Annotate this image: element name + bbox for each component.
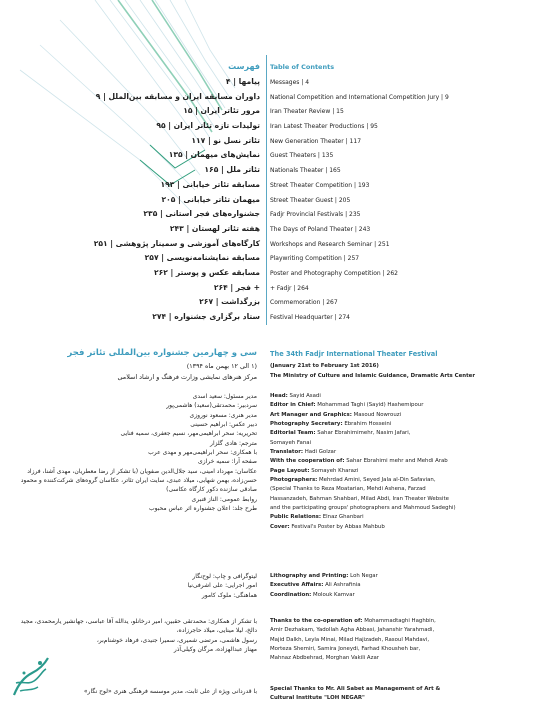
toc-item-en: Street Theater Competition | 193 (270, 181, 370, 189)
toc-divider (266, 55, 267, 325)
thanks-line-fa: رسول هاشمی، مرتضی شمیری، سمیرا جنیدی، فرهاد خوشنام‌بر، (96, 636, 257, 644)
toc-item-fa: تولیدات تازه تئاتر ایران | ۹۵ (156, 121, 260, 131)
festival-dates-fa: (۱ الی ۱۲ بهمن ماه ۱۳۹۴) (186, 362, 257, 370)
toc-item-fa: داوران مسابقه ایران و مسابقه بین‌الملل | ۹ (95, 91, 260, 101)
toc-item-fa: پیامها | ۴ (225, 77, 260, 86)
festival-logo (10, 655, 52, 699)
credit-line-en (270, 476, 532, 485)
credit-line-fa: با همکاری: سحر ابراهیمی‌مهر و مهدی عرب (148, 449, 257, 457)
credit-line-fa: مدیر مسئول: سعید اسدی (192, 393, 257, 400)
credit-label: Editor in Chief: (270, 402, 316, 409)
toc-item-fa: + فجر | ۲۶۴ (213, 282, 260, 292)
festival-dates-en: (January 21st to February 1st 2016) (270, 363, 379, 369)
print-line-en (270, 572, 532, 581)
print-line-fa: امور اجرایی: علی اشرفی‌نیا (187, 582, 257, 590)
special-thanks-text: Special Thanks to Mr. Ali Sabet as Management of Art & (270, 686, 441, 692)
special-thanks-line-fa: با قدردانی ویژه از علی ثابت، مدیر موسسه فرهنگی هنری «لوح نگار» (83, 688, 257, 695)
thanks-line-en (270, 645, 532, 654)
credit-value: Sahar Ebrahimimehr, Nasim Jafari, (317, 430, 411, 437)
toc-item-en: Iran Theater Review | 15 (270, 108, 344, 116)
print-fa (17, 572, 257, 600)
credit-label: Photography Secretary: (270, 421, 343, 428)
print-line-en (270, 581, 532, 590)
thanks-line-fa: مهناز عبدالهزاده، مرگان وکیلی‌آذر (173, 646, 257, 654)
credit-line-en (270, 420, 532, 429)
toc-item-en: Playwriting Competition | 257 (270, 255, 360, 263)
toc-item-en: Nationals Theater | 165 (270, 167, 341, 175)
toc-title-fa: فهرست (228, 62, 260, 71)
toc-item-fa: هفته تئاتر لهستان | ۲۴۳ (169, 223, 260, 233)
special-thanks-line-en (270, 685, 532, 694)
toc-title-en: Table of Contents (270, 63, 335, 71)
toc-item-en: The Days of Poland Theater | 243 (270, 225, 371, 233)
toc-item-fa: مسابقه تئاتر خیابانی | ۱۹۳ (160, 179, 260, 189)
ministry-en: The Ministry of Culture and Islamic Guidance, Dramatic Arts Center (270, 373, 475, 379)
print-label: Lithography and Printing: (270, 573, 349, 579)
festival-title-fa: سی و چهارمین جشنواره بین‌المللی تئاتر فجر (67, 348, 257, 358)
toc-item-en: Messages | 4 (270, 79, 310, 86)
credit-line-fa: دبیر عکس: ابراهیم حسینی (190, 421, 257, 429)
toc-list-fa (80, 75, 260, 325)
credit-value: Somayeh Kharazi (311, 467, 359, 474)
credit-label: Page Layout: (270, 467, 310, 474)
thanks-line-en (270, 626, 532, 635)
special-thanks-fa (17, 687, 257, 696)
print-value: Ali Ashrafinia (325, 582, 361, 589)
toc-item-fa: ستاد برگزاری جشنواره | ۲۷۴ (152, 312, 260, 321)
thanks-line-fa: با تشکر از همکاری: محمدتقی حقبین، امیر درخانلو، یدالله آقا عباسی، جهانشیر یارمحمدی، مجید دالخ، لیلا مینایی، میلاد حاجرزاده، (20, 618, 257, 635)
special-thanks-en (270, 685, 532, 704)
credit-value: Sayid Asadi (289, 393, 321, 399)
credit-line-en (270, 401, 532, 410)
thanks-line-en (270, 654, 532, 663)
toc-item-en: Guest Theaters | 135 (270, 152, 334, 160)
credits-en (270, 392, 532, 532)
toc-item-en: Poster and Photography Competition | 262 (270, 269, 398, 277)
credit-line-fa: طرح جلد: اعلان جشنواره اثر عباس محبوب (148, 505, 257, 513)
credit-value: Mehrdad Amini, Seyed Jala al-Din Safavian, (319, 477, 436, 484)
credit-line-en (270, 439, 532, 448)
credit-line-en (270, 467, 532, 476)
credit-label: Art Manager and Graphics: (270, 411, 352, 418)
print-value: Molouk Kamvar (313, 591, 355, 598)
credit-line-en (270, 513, 532, 522)
toc-item-fa: میهمان تئاتر خیابانی | ۲۰۵ (161, 194, 260, 204)
toc-item-en: Festival Headquarter | 274 (270, 314, 351, 321)
thanks-value: Amir Dezhakam, Yadollah Agha Abbasi, Jahanshir Yarahmadi, (270, 627, 435, 634)
toc-item-en: Iran Latest Theater Productions | 95 (270, 123, 378, 131)
special-thanks-line-en (270, 694, 532, 703)
credit-label: Photographers: (270, 477, 318, 484)
festival-title-en: The 34th Fadjr International Theater Festival (270, 350, 438, 358)
credit-label: Public Relations: (270, 514, 322, 521)
credit-value: Festival's Poster by Abbas Mahbub (291, 523, 385, 530)
credit-value: Elnaz Ghanbari (322, 514, 364, 521)
credit-line-fa: سردبیر: محمدتقی(سعید) هاشمی‌پور (166, 402, 257, 410)
toc-item-fa: تئاتر نسل نو | ۱۱۷ (191, 135, 260, 145)
toc-item-fa: نمایش‌های میهمان | ۱۳۵ (168, 150, 260, 160)
credit-line-en (270, 504, 532, 513)
toc-item-en: + Fadjr | 264 (270, 284, 309, 292)
toc-item-fa: جشنواره‌های فجر استانی | ۲۳۵ (143, 209, 260, 219)
credit-line-en (270, 523, 532, 532)
print-en (270, 572, 532, 600)
credit-label: Editorial Team: (270, 430, 316, 437)
credit-line-fa: مدیر هنری: مسعود نوروزی (189, 411, 257, 419)
toc-item-fa: بزرگداشت | ۲۶۷ (199, 297, 260, 307)
credit-line-fa: روابط عمومی: الناز قنبری (191, 495, 257, 503)
credit-value: Mohammad Taghi (Sayid) Hashemipour (317, 402, 424, 409)
toc-item-fa: مسابقه عکس و پوستر | ۲۶۲ (153, 267, 260, 277)
credit-line-en (270, 495, 532, 504)
toc-item-en: Street Theater Guest | 205 (270, 196, 351, 204)
credit-value: Hassanzadeh, Bahman Shahbari, Milad Abdi, Iran Theater Website (270, 495, 449, 502)
credit-value: and the participating groups' photographers and Mahmoud Sadeghi) (270, 505, 456, 512)
credit-line-fa: مترجم: هادی گلزار (210, 439, 257, 447)
print-line-fa: لیتوگرافی و چاپ: لوح‌نگار (192, 573, 257, 580)
credit-value: (Special Thanks to Reza Moatarian, Mehdi Ashena, Farzad (270, 486, 426, 493)
toc-item-en: Commemoration | 267 (270, 299, 338, 307)
thanks-fa (12, 617, 257, 654)
credit-value: Masoud Nowrouzi (353, 411, 402, 418)
toc-item-fa: مسابقه نمایشنامه‌نویسی | ۲۵۷ (144, 253, 260, 263)
toc-item-en: New Generation Theater | 117 (270, 137, 362, 145)
credit-line-en (270, 411, 532, 420)
credit-label: With the cooperation of: (270, 458, 345, 465)
credit-value: Sahar Ebrahimi mehr and Mehdi Arab (346, 458, 448, 465)
toc-item-fa: تئاتر ملل | ۱۶۵ (204, 165, 260, 175)
credit-line-en (270, 485, 532, 494)
thanks-line-en (270, 617, 532, 626)
print-line-en (270, 591, 532, 600)
special-thanks-text: Cultural Institute "LOH NEGAR" (270, 695, 365, 702)
credit-line-en (270, 457, 532, 466)
toc-item-en: Fadjr Provincial Festivals | 235 (270, 211, 361, 219)
thanks-value: Mohammadtaghi Haghbin, (364, 618, 436, 624)
thanks-line-en (270, 636, 532, 645)
print-label: Executive Affairs: (270, 582, 324, 589)
thanks-label: Thanks to the co-operation of: (270, 618, 363, 624)
ministry-fa: مرکز هنرهای نمایشی وزارت فرهنگ و ارشاد اسلامی (117, 373, 257, 381)
credit-label: Translator: (270, 449, 304, 456)
credit-value: Ebrahim Hosseini (344, 421, 392, 428)
credit-label: Head: (270, 393, 288, 399)
print-value: Loh Negar (350, 573, 378, 579)
toc-item-fa: کارگاه‌های آموزشی و سمینار پژوهشی | ۲۵۱ (93, 238, 260, 248)
toc-item-fa: مرور تئاتر ایران | ۱۵ (183, 106, 260, 116)
toc-item-en: National Competition and International Competition Jury | 9 (270, 93, 449, 101)
toc-list-en (270, 76, 530, 326)
credit-line-en (270, 392, 532, 401)
toc-item-en: Workshops and Research Seminar | 251 (270, 240, 390, 248)
print-label: Coordination: (270, 591, 312, 598)
thanks-value: Majid Dalkh, Leyla Minai, Milad Hajizadeh, Rasoul Mahdavi, (270, 636, 430, 643)
credit-line-en (270, 448, 532, 457)
print-line-fa: هماهنگی: ملوک کامور (201, 591, 257, 599)
credit-value: Somayeh Fanai (270, 439, 312, 446)
credit-line-fa: عکاسان: مهرداد امینی، سید جلال‌الدین صفویان (با تشکر از رضا معطریان، مهدی آشنا، فرزاد حسن‌زاده، بهمن شهابی، میلاد عبدی، سایت ایران تئاتر، عکاسان گروه‌های شرکت‌کننده و محمود صادقی سازنده دکور کارگاه عکاسی) (20, 467, 257, 494)
thanks-value: Mahnaz Abdbehrad, Morghan Vakili Azar (270, 655, 379, 662)
credit-line-fa: تحریریه: سحر ابراهیمی‌مهر، نسیم جعفری، سمیه فنایی (120, 430, 257, 438)
credit-line-fa: صفحه آرا: سمیه خرازی (198, 458, 257, 466)
credits-fa (17, 392, 257, 513)
credit-label: Cover: (270, 523, 290, 530)
credit-line-en (270, 429, 532, 438)
thanks-value: Morteza Shemiri, Samira Joneydi, Farhad Khousheh bar, (270, 646, 421, 653)
credit-value: Hadi Golzar (304, 449, 337, 456)
thanks-en (270, 617, 532, 664)
